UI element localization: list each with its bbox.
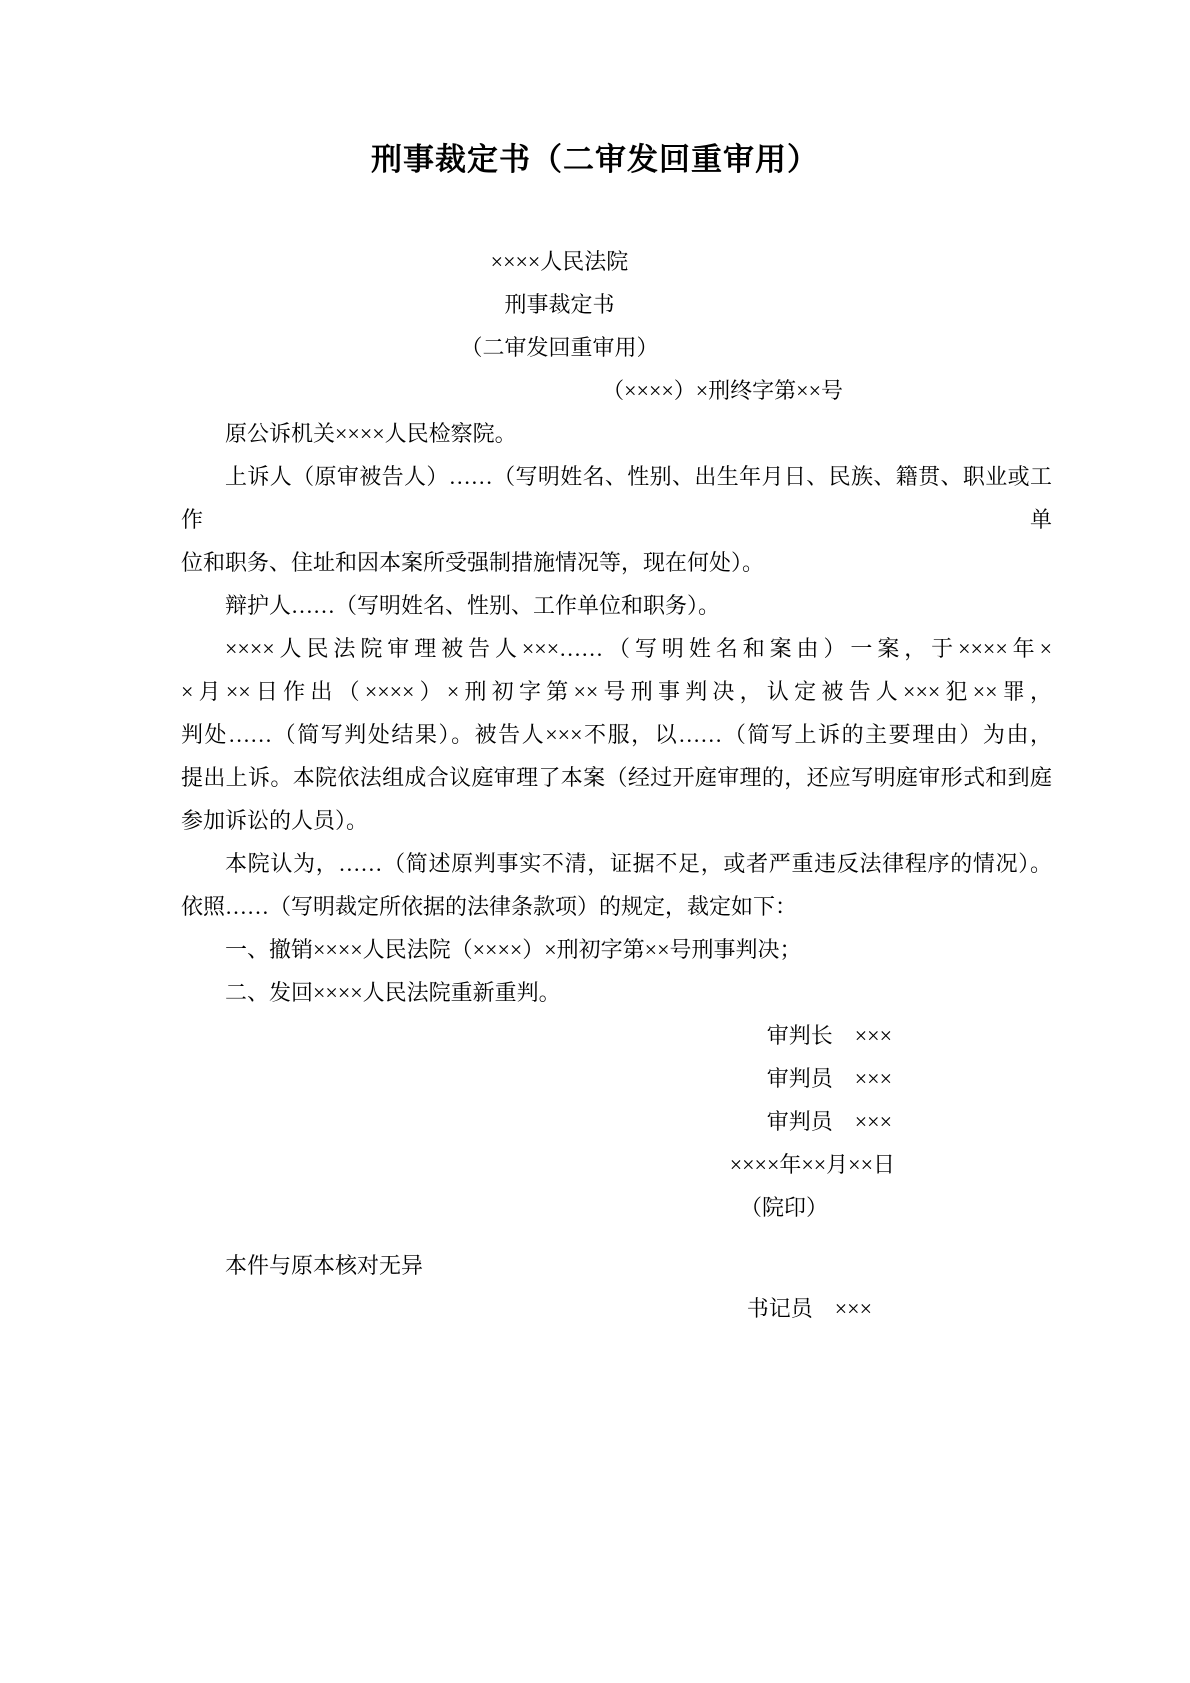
doc-title: 刑事裁定书（二审发回重审用） [371,142,819,177]
body-line-case-history-2: ×月××日作出（××××）×刑初字第××号刑事判决，认定被告人×××犯××罪， [181,679,1052,704]
judge-line-1: 审判员 ××× [766,1066,892,1091]
body-line-appellant-2: 位和职务、住址和因本案所受强制措施情况等，现在何处）。 [181,550,765,575]
body-line-prosecution-organ: 原公诉机关××××人民检察院。 [225,421,517,446]
body-line-appellant-1: 上诉人（原审被告人）……（写明姓名、性别、出生年月日、民族、籍贯、职业或工作单 [181,464,1052,532]
copy-verification-note: 本件与原本核对无异 [225,1253,424,1278]
body-line-case-history-1: ××××人民法院审理被告人×××……（写明姓名和案由）一案，于××××年× [225,636,1052,661]
doc-content [181,240,1052,1330]
usage-note-line: （二审发回重审用） [460,335,659,360]
clerk-line: 书记员 ××× [746,1296,872,1321]
body-line-court-opinion-1: 本院认为，……（简述原判事实不清，证据不足，或者严重违反法律程序的情况）。 [225,851,1052,876]
body-line-court-opinion-2: 依照……（写明裁定所依据的法律条款项）的规定，裁定如下： [181,894,798,919]
court-seal-note: （院印） [739,1195,828,1220]
body-line-case-history-4: 提出上诉。本院依法组成合议庭审理了本案（经过开庭审理的，还应写明庭审形式和到庭 [181,765,1052,790]
case-number-line: （××××）×刑终字第××号 [602,378,843,403]
doc-type-line: 刑事裁定书 [504,292,615,317]
court-name-line: ××××人民法院 [490,249,629,274]
presiding-judge-line: 审判长 ××× [766,1023,892,1048]
body-line-defender: 辩护人……（写明姓名、性别、工作单位和职务）。 [225,593,721,618]
body-line-ruling-item-2: 二、发回××××人民法院重新重判。 [225,980,561,1005]
body-line-ruling-item-1: 一、撤销××××人民法院（××××）×刑初字第××号刑事判决； [225,937,802,962]
body-line-case-history-3: 判处……（简写判处结果）。被告人×××不服，以……（简写上诉的主要理由）为由， [181,722,1052,747]
ruling-date-line: ××××年××月××日 [729,1152,895,1177]
body-line-case-history-5: 参加诉讼的人员）。 [181,808,369,833]
judge-line-2: 审判员 ××× [766,1109,892,1134]
